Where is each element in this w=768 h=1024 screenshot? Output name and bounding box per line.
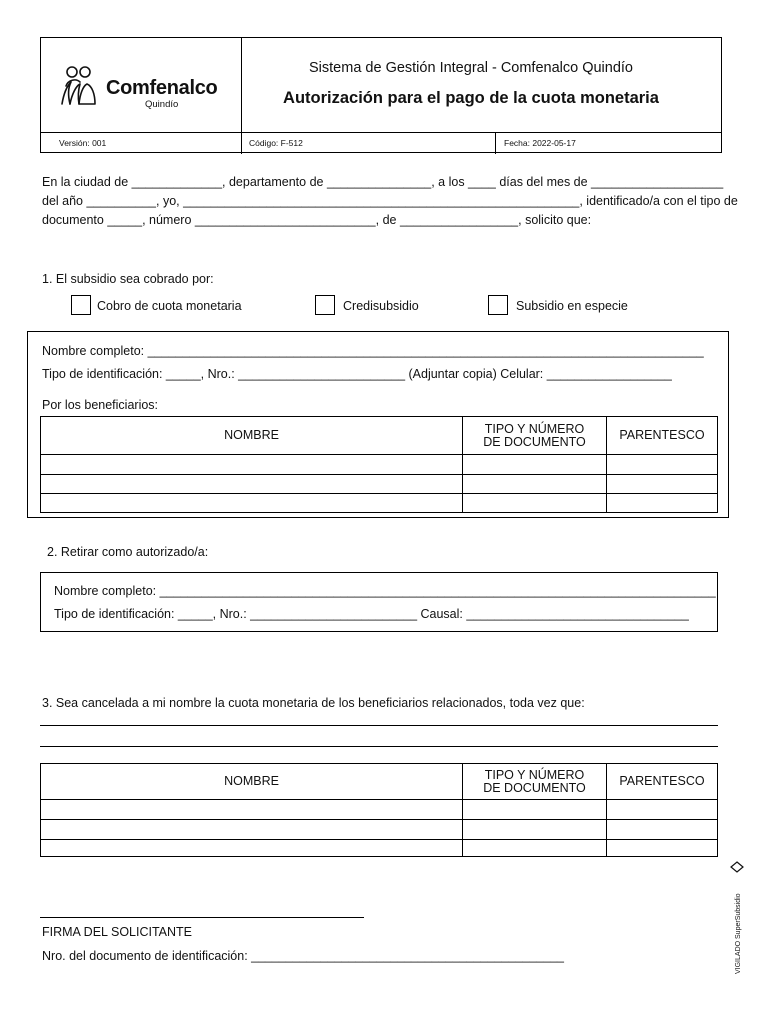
table-row[interactable] xyxy=(41,494,718,513)
column-header xyxy=(463,417,607,455)
table-row[interactable] xyxy=(41,800,718,820)
supersubsidio-watermark xyxy=(727,858,747,978)
beneficiaries-table-2 xyxy=(40,763,718,857)
option-label: Subsidio en especie xyxy=(516,299,628,313)
column-header-line: DE DOCUMENTO xyxy=(483,780,586,795)
column-header-line: DE DOCUMENTO xyxy=(483,434,586,449)
table-cell[interactable] xyxy=(41,475,463,494)
table-cell[interactable] xyxy=(41,800,463,820)
table-cell[interactable] xyxy=(41,455,463,475)
option-label: Credisubsidio xyxy=(343,299,419,313)
signature-label: FIRMA DEL SOLICITANTE xyxy=(42,925,193,939)
table-cell[interactable] xyxy=(463,800,607,820)
table-cell[interactable] xyxy=(463,820,607,840)
table-row[interactable] xyxy=(41,840,718,857)
section-3-heading: 3. Sea cancelada a mi nombre la cuota monetaria de los beneficiarios relacionados, toda vez que: xyxy=(42,696,585,710)
code-label: Código: F-512 xyxy=(249,138,303,148)
table-cell[interactable] xyxy=(463,475,607,494)
table-cell[interactable] xyxy=(463,455,607,475)
table-cell[interactable] xyxy=(607,455,718,475)
authorized-name-line[interactable]: Nombre completo: ________________________________________________________________________________ xyxy=(54,584,716,598)
section-2-box xyxy=(40,572,718,632)
column-header: PARENTESCO xyxy=(607,764,718,800)
form-title: Autorización para el pago de la cuota monetaria xyxy=(283,89,659,107)
date-label: Fecha: 2022-05-17 xyxy=(504,138,576,148)
checkbox-subsidio-especie[interactable] xyxy=(488,295,508,315)
name-field-line[interactable]: Nombre completo: ________________________________________________________________________________ xyxy=(42,344,704,358)
table-cell[interactable] xyxy=(607,840,718,857)
intro-line-3: documento _____, número __________________________, de _________________, solicito que: xyxy=(42,213,592,227)
comfenalco-logo-icon xyxy=(58,64,104,110)
column-header-line: TIPO Y NÚMERO xyxy=(484,421,585,436)
header-divider xyxy=(41,132,721,133)
signature-doc-line[interactable]: Nro. del documento de identificación: _____________________________________________ xyxy=(42,949,564,963)
table-cell[interactable] xyxy=(463,494,607,513)
checkbox-credisubsidio[interactable] xyxy=(315,295,335,315)
table-header-row xyxy=(41,417,718,455)
section-2-heading: 2. Retirar como autorizado/a: xyxy=(47,545,209,559)
logo-subtitle: Quindío xyxy=(145,99,179,110)
column-header-line: TIPO Y NÚMERO xyxy=(484,767,585,782)
table-row[interactable] xyxy=(41,455,718,475)
column-header: NOMBRE xyxy=(41,764,463,800)
id-field-line[interactable]: Tipo de identificación: _____, Nro.: ________________________ (Adjuntar copia) Celular: __________________ xyxy=(42,367,672,381)
supersubsidio-logo-icon xyxy=(731,862,743,872)
reason-line[interactable] xyxy=(40,746,718,747)
table-row[interactable] xyxy=(41,475,718,494)
table-header-row xyxy=(41,764,718,800)
table-cell[interactable] xyxy=(607,800,718,820)
version-label: Versión: 001 xyxy=(59,138,107,148)
table-cell[interactable] xyxy=(41,840,463,857)
table-cell[interactable] xyxy=(41,494,463,513)
table-cell[interactable] xyxy=(607,475,718,494)
column-header xyxy=(463,764,607,800)
vertical-text: VIGILADO SuperSubsidio xyxy=(735,893,742,974)
checkbox-cobro-cuota[interactable] xyxy=(71,295,91,315)
intro-line-2: del año __________, yo, _________________________________________________________, identificado/a con el tipo de xyxy=(42,194,738,208)
table-cell[interactable] xyxy=(607,820,718,840)
table-row[interactable] xyxy=(41,820,718,840)
column-header: NOMBRE xyxy=(41,417,463,455)
header-divider xyxy=(495,132,496,154)
table-cell[interactable] xyxy=(607,494,718,513)
intro-line-1: En la ciudad de _____________, departamento de _______________, a los ____ días del mes de ___________________ xyxy=(42,175,724,189)
beneficiaries-table xyxy=(40,416,718,513)
system-name: Sistema de Gestión Integral - Comfenalco Quindío xyxy=(309,60,633,76)
authorized-id-line[interactable]: Tipo de identificación: _____, Nro.: ________________________ Causal: ________________________________ xyxy=(54,607,689,621)
column-header: PARENTESCO xyxy=(607,417,718,455)
section-1-heading: 1. El subsidio sea cobrado por: xyxy=(42,272,214,286)
signature-line[interactable] xyxy=(40,917,364,918)
logo-wordmark: Comfenalco xyxy=(106,77,218,99)
option-label: Cobro de cuota monetaria xyxy=(97,299,242,313)
table-cell[interactable] xyxy=(463,840,607,857)
reason-line[interactable] xyxy=(40,725,718,726)
table-cell[interactable] xyxy=(41,820,463,840)
beneficiaries-label: Por los beneficiarios: xyxy=(42,398,159,412)
